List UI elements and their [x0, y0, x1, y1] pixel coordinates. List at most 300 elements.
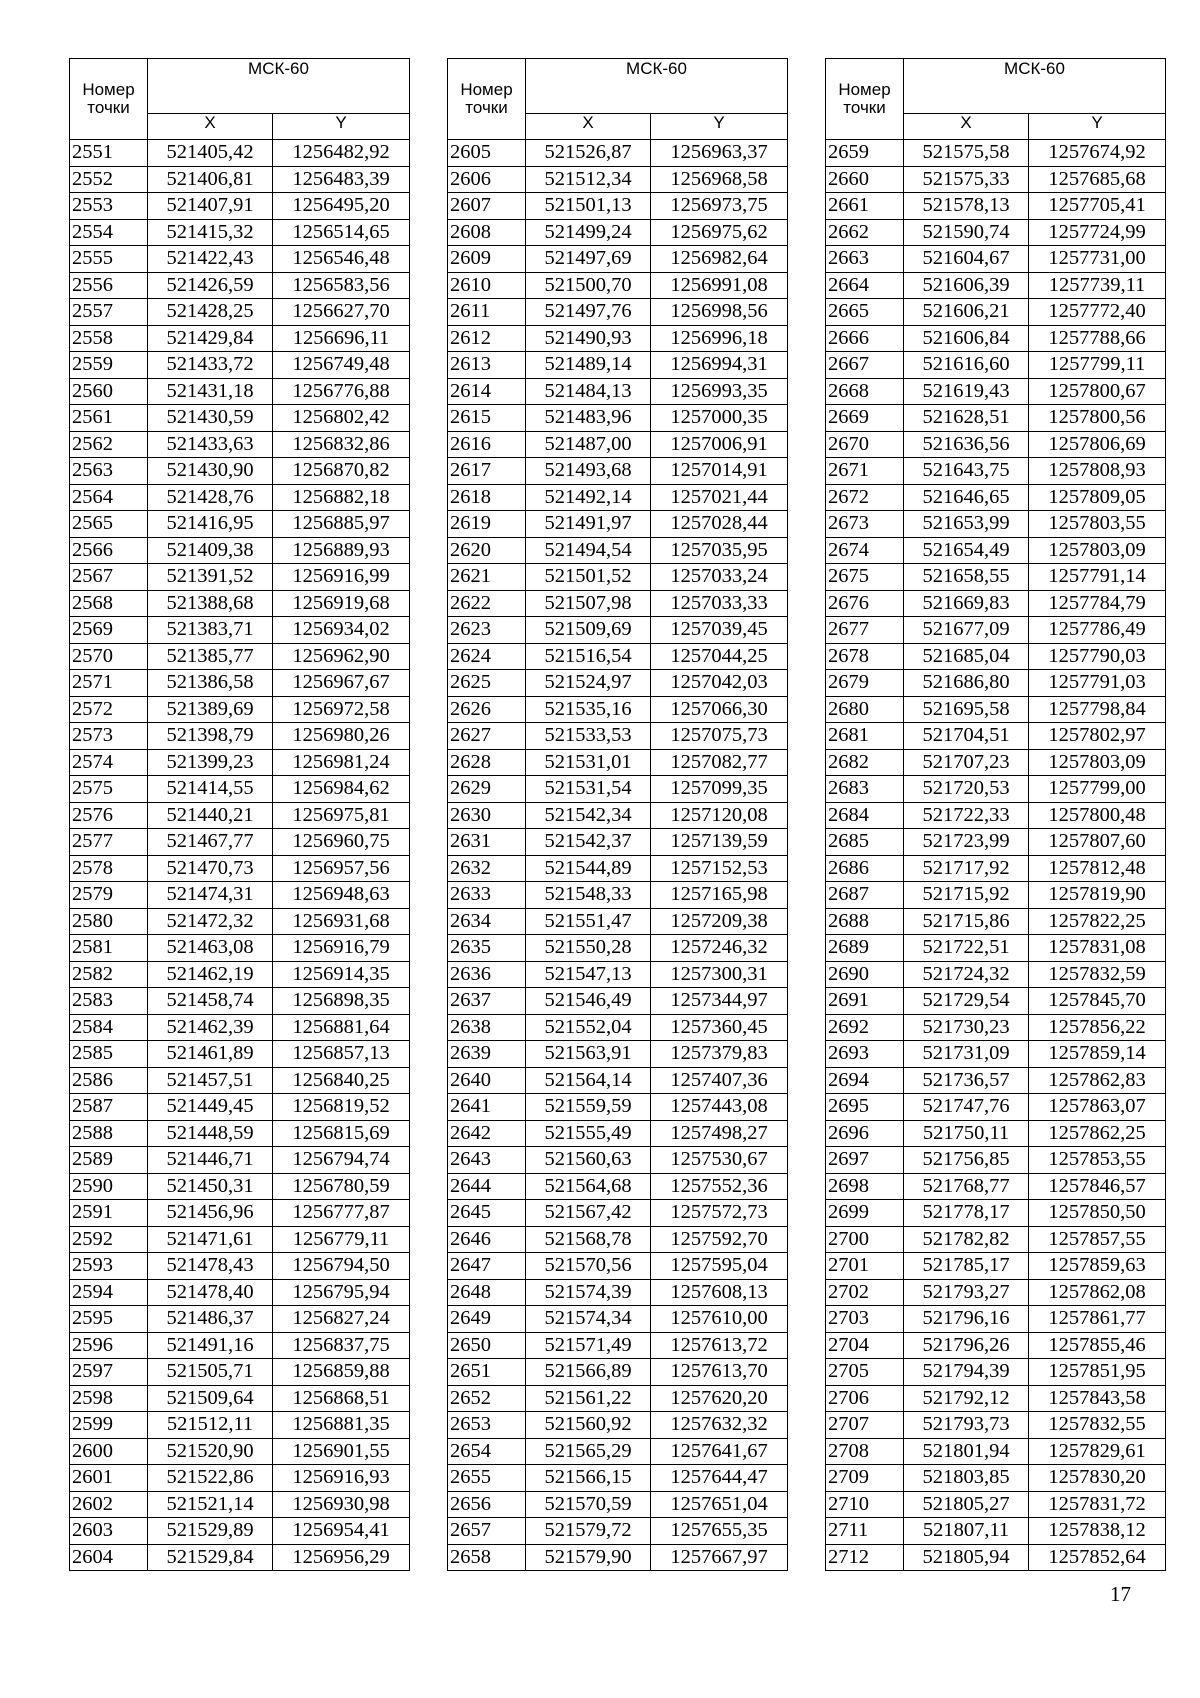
y-coordinate-cell: 1256627,70	[273, 299, 410, 326]
point-number-cell: 2664	[826, 272, 904, 299]
point-number-cell: 2673	[826, 511, 904, 538]
y-coordinate-cell: 1256868,51	[273, 1385, 410, 1412]
y-coordinate-cell: 1257572,73	[651, 1200, 788, 1227]
y-header: Y	[273, 113, 410, 139]
x-coordinate-cell: 521416,95	[148, 511, 273, 538]
x-coordinate-cell: 521750,11	[904, 1120, 1029, 1147]
x-coordinate-cell: 521579,90	[526, 1544, 651, 1571]
point-number-cell: 2697	[826, 1147, 904, 1174]
point-number-cell: 2562	[70, 431, 148, 458]
table-row	[448, 193, 788, 220]
table-row	[70, 1014, 410, 1041]
x-coordinate-cell: 521449,45	[148, 1094, 273, 1121]
x-coordinate-cell: 521428,76	[148, 484, 273, 511]
y-coordinate-cell: 1257850,50	[1029, 1200, 1166, 1227]
table-row	[70, 166, 410, 193]
x-coordinate-cell: 521616,60	[904, 352, 1029, 379]
table-row	[826, 378, 1166, 405]
coordinate-system-header: МСК-60	[904, 59, 1166, 114]
table-row	[826, 405, 1166, 432]
y-coordinate-cell: 1257861,77	[1029, 1306, 1166, 1333]
x-coordinate-cell: 521564,68	[526, 1173, 651, 1200]
y-coordinate-cell: 1256832,86	[273, 431, 410, 458]
table-row	[826, 988, 1166, 1015]
point-number-cell: 2644	[448, 1173, 526, 1200]
y-coordinate-cell: 1257863,07	[1029, 1094, 1166, 1121]
y-coordinate-cell: 1256795,94	[273, 1279, 410, 1306]
y-coordinate-cell: 1257620,20	[651, 1385, 788, 1412]
x-coordinate-cell: 521500,70	[526, 272, 651, 299]
table-row	[448, 776, 788, 803]
y-coordinate-cell: 1256960,75	[273, 829, 410, 856]
point-number-cell: 2583	[70, 988, 148, 1015]
point-number-cell: 2666	[826, 325, 904, 352]
point-number-cell: 2581	[70, 935, 148, 962]
point-number-cell: 2693	[826, 1041, 904, 1068]
x-coordinate-cell: 521489,14	[526, 352, 651, 379]
x-coordinate-cell: 521590,74	[904, 219, 1029, 246]
x-coordinate-cell: 521415,32	[148, 219, 273, 246]
point-number-cell: 2646	[448, 1226, 526, 1253]
x-coordinate-cell: 521704,51	[904, 723, 1029, 750]
table-row	[70, 617, 410, 644]
point-number-cell: 2683	[826, 776, 904, 803]
table-row	[448, 643, 788, 670]
y-coordinate-cell: 1257846,57	[1029, 1173, 1166, 1200]
table-row	[826, 1359, 1166, 1386]
point-number-cell: 2600	[70, 1438, 148, 1465]
y-coordinate-cell: 1256483,39	[273, 166, 410, 193]
table-row	[826, 643, 1166, 670]
x-coordinate-cell: 521471,61	[148, 1226, 273, 1253]
point-number-cell: 2590	[70, 1173, 148, 1200]
x-coordinate-cell: 521658,55	[904, 564, 1029, 591]
x-coordinate-cell: 521570,56	[526, 1253, 651, 1280]
x-coordinate-cell: 521653,99	[904, 511, 1029, 538]
x-coordinate-cell: 521646,65	[904, 484, 1029, 511]
y-coordinate-cell: 1256916,93	[273, 1465, 410, 1492]
table-body	[448, 140, 788, 1571]
point-number-cell: 2700	[826, 1226, 904, 1253]
y-coordinate-cell: 1256901,55	[273, 1438, 410, 1465]
point-number-cell: 2636	[448, 961, 526, 988]
y-coordinate-cell: 1256749,48	[273, 352, 410, 379]
table-row	[826, 829, 1166, 856]
table-row	[70, 405, 410, 432]
point-number-cell: 2595	[70, 1306, 148, 1333]
x-coordinate-cell: 521628,51	[904, 405, 1029, 432]
x-coordinate-cell: 521707,23	[904, 749, 1029, 776]
point-number-cell: 2710	[826, 1491, 904, 1518]
x-coordinate-cell: 521606,84	[904, 325, 1029, 352]
x-coordinate-cell: 521398,79	[148, 723, 273, 750]
y-coordinate-cell: 1257044,25	[651, 643, 788, 670]
x-coordinate-cell: 521472,32	[148, 908, 273, 935]
point-number-cell: 2701	[826, 1253, 904, 1280]
point-number-cell: 2608	[448, 219, 526, 246]
table-row	[448, 935, 788, 962]
point-number-cell: 2634	[448, 908, 526, 935]
table-row	[826, 961, 1166, 988]
table-row	[70, 537, 410, 564]
x-coordinate-cell: 521803,85	[904, 1465, 1029, 1492]
table-row	[826, 935, 1166, 962]
table-row	[70, 1544, 410, 1571]
table-row	[70, 1041, 410, 1068]
x-coordinate-cell: 521497,69	[526, 246, 651, 273]
y-coordinate-cell: 1257246,32	[651, 935, 788, 962]
point-number-cell: 2705	[826, 1359, 904, 1386]
y-coordinate-cell: 1256482,92	[273, 140, 410, 167]
table-row	[448, 246, 788, 273]
x-header: X	[148, 113, 273, 139]
x-coordinate-cell: 521521,14	[148, 1491, 273, 1518]
y-coordinate-cell: 1257066,30	[651, 696, 788, 723]
y-header: Y	[1029, 113, 1166, 139]
table-row	[70, 1412, 410, 1439]
point-number-cell: 2660	[826, 166, 904, 193]
table-row	[826, 1147, 1166, 1174]
x-coordinate-cell: 521422,43	[148, 246, 273, 273]
y-coordinate-cell: 1257028,44	[651, 511, 788, 538]
table-row	[826, 166, 1166, 193]
point-number-cell: 2566	[70, 537, 148, 564]
x-coordinate-cell: 521747,76	[904, 1094, 1029, 1121]
y-coordinate-cell: 1257632,32	[651, 1412, 788, 1439]
y-coordinate-cell: 1256881,35	[273, 1412, 410, 1439]
x-coordinate-cell: 521801,94	[904, 1438, 1029, 1465]
table-row	[826, 1173, 1166, 1200]
x-coordinate-cell: 521512,34	[526, 166, 651, 193]
x-coordinate-cell: 521544,89	[526, 855, 651, 882]
y-coordinate-cell: 1257552,36	[651, 1173, 788, 1200]
table-row	[448, 352, 788, 379]
table-row	[70, 140, 410, 167]
y-coordinate-cell: 1257859,14	[1029, 1041, 1166, 1068]
x-coordinate-cell: 521724,32	[904, 961, 1029, 988]
point-number-cell: 2662	[826, 219, 904, 246]
point-number-cell: 2580	[70, 908, 148, 935]
table-row	[448, 590, 788, 617]
table-row	[448, 723, 788, 750]
table-row	[448, 166, 788, 193]
table-row	[448, 405, 788, 432]
point-number-header: Номер точки	[448, 59, 526, 140]
x-coordinate-cell: 521385,77	[148, 643, 273, 670]
table-row	[70, 272, 410, 299]
table-row	[70, 458, 410, 485]
point-number-cell: 2689	[826, 935, 904, 962]
y-coordinate-cell: 1257608,13	[651, 1279, 788, 1306]
x-coordinate-cell: 521533,53	[526, 723, 651, 750]
y-coordinate-cell: 1257498,27	[651, 1120, 788, 1147]
x-coordinate-cell: 521560,63	[526, 1147, 651, 1174]
x-coordinate-cell: 521736,57	[904, 1067, 1029, 1094]
y-coordinate-cell: 1257803,09	[1029, 537, 1166, 564]
y-coordinate-cell: 1257379,83	[651, 1041, 788, 1068]
x-coordinate-cell: 521566,89	[526, 1359, 651, 1386]
x-coordinate-cell: 521457,51	[148, 1067, 273, 1094]
x-coordinate-cell: 521567,42	[526, 1200, 651, 1227]
x-coordinate-cell: 521654,49	[904, 537, 1029, 564]
table-row	[826, 352, 1166, 379]
x-coordinate-cell: 521484,13	[526, 378, 651, 405]
point-number-cell: 2639	[448, 1041, 526, 1068]
y-coordinate-cell: 1256914,35	[273, 961, 410, 988]
x-coordinate-cell: 521494,54	[526, 537, 651, 564]
table-row	[448, 1120, 788, 1147]
x-coordinate-cell: 521487,00	[526, 431, 651, 458]
point-number-cell: 2652	[448, 1385, 526, 1412]
table-row	[70, 1332, 410, 1359]
table-row	[448, 1332, 788, 1359]
point-number-cell: 2587	[70, 1094, 148, 1121]
x-coordinate-cell: 521575,33	[904, 166, 1029, 193]
point-number-cell: 2603	[70, 1518, 148, 1545]
table-row	[448, 1491, 788, 1518]
point-number-cell: 2616	[448, 431, 526, 458]
y-coordinate-cell: 1257803,55	[1029, 511, 1166, 538]
point-number-cell: 2574	[70, 749, 148, 776]
y-coordinate-cell: 1257838,12	[1029, 1518, 1166, 1545]
point-number-cell: 2619	[448, 511, 526, 538]
x-coordinate-cell: 521389,69	[148, 696, 273, 723]
y-coordinate-cell: 1257739,11	[1029, 272, 1166, 299]
y-coordinate-cell: 1257862,08	[1029, 1279, 1166, 1306]
table-row	[448, 1385, 788, 1412]
table-row	[70, 961, 410, 988]
x-coordinate-cell: 521426,59	[148, 272, 273, 299]
x-coordinate-cell: 521720,53	[904, 776, 1029, 803]
y-coordinate-cell: 1257033,33	[651, 590, 788, 617]
table-row	[448, 1465, 788, 1492]
y-coordinate-cell: 1257592,70	[651, 1226, 788, 1253]
table-row	[70, 882, 410, 909]
table-row	[448, 908, 788, 935]
table-row	[826, 1306, 1166, 1333]
x-coordinate-cell: 521782,82	[904, 1226, 1029, 1253]
x-coordinate-cell: 521409,38	[148, 537, 273, 564]
y-coordinate-cell: 1256779,11	[273, 1226, 410, 1253]
point-number-cell: 2625	[448, 670, 526, 697]
point-number-cell: 2685	[826, 829, 904, 856]
table-row	[826, 1332, 1166, 1359]
y-coordinate-cell: 1256967,67	[273, 670, 410, 697]
point-number-cell: 2613	[448, 352, 526, 379]
point-number-cell: 2711	[826, 1518, 904, 1545]
y-coordinate-cell: 1256882,18	[273, 484, 410, 511]
table-row	[826, 802, 1166, 829]
y-coordinate-cell: 1257790,03	[1029, 643, 1166, 670]
y-coordinate-cell: 1257360,45	[651, 1014, 788, 1041]
y-coordinate-cell: 1257808,93	[1029, 458, 1166, 485]
point-number-cell: 2554	[70, 219, 148, 246]
point-number-cell: 2658	[448, 1544, 526, 1571]
point-number-cell: 2615	[448, 405, 526, 432]
x-coordinate-cell: 521542,37	[526, 829, 651, 856]
y-coordinate-cell: 1256934,02	[273, 617, 410, 644]
y-coordinate-cell: 1257209,38	[651, 908, 788, 935]
table-row	[826, 855, 1166, 882]
point-number-cell: 2672	[826, 484, 904, 511]
table-row	[448, 484, 788, 511]
point-number-cell: 2565	[70, 511, 148, 538]
y-coordinate-cell: 1257830,20	[1029, 1465, 1166, 1492]
point-number-cell: 2687	[826, 882, 904, 909]
y-coordinate-cell: 1256996,18	[651, 325, 788, 352]
table-row	[826, 1094, 1166, 1121]
y-coordinate-cell: 1257610,00	[651, 1306, 788, 1333]
point-number-cell: 2569	[70, 617, 148, 644]
point-number-cell: 2564	[70, 484, 148, 511]
point-number-cell: 2709	[826, 1465, 904, 1492]
point-number-cell: 2680	[826, 696, 904, 723]
x-coordinate-cell: 521566,15	[526, 1465, 651, 1492]
page-number: 17	[1110, 1582, 1131, 1606]
y-coordinate-cell: 1257042,03	[651, 670, 788, 697]
point-number-cell: 2579	[70, 882, 148, 909]
point-number-cell: 2575	[70, 776, 148, 803]
point-number-cell: 2585	[70, 1041, 148, 1068]
point-number-cell: 2679	[826, 670, 904, 697]
y-coordinate-cell: 1257843,58	[1029, 1385, 1166, 1412]
table-row	[826, 1491, 1166, 1518]
point-number-cell: 2665	[826, 299, 904, 326]
y-coordinate-cell: 1257000,35	[651, 405, 788, 432]
x-coordinate-cell: 521731,09	[904, 1041, 1029, 1068]
table-row	[70, 749, 410, 776]
table-row	[448, 272, 788, 299]
table-row	[826, 1385, 1166, 1412]
table-row	[826, 1279, 1166, 1306]
table-row	[70, 1359, 410, 1386]
x-coordinate-cell: 521501,13	[526, 193, 651, 220]
x-coordinate-cell: 521571,49	[526, 1332, 651, 1359]
point-number-cell: 2558	[70, 325, 148, 352]
y-coordinate-cell: 1256973,75	[651, 193, 788, 220]
y-coordinate-cell: 1257822,25	[1029, 908, 1166, 935]
table-row	[448, 140, 788, 167]
y-coordinate-cell: 1257809,05	[1029, 484, 1166, 511]
table-row	[826, 193, 1166, 220]
y-coordinate-cell: 1257006,91	[651, 431, 788, 458]
x-coordinate-cell: 521552,04	[526, 1014, 651, 1041]
y-coordinate-cell: 1257667,97	[651, 1544, 788, 1571]
point-number-cell: 2704	[826, 1332, 904, 1359]
coordinate-system-header: МСК-60	[148, 59, 410, 114]
y-coordinate-cell: 1257786,49	[1029, 617, 1166, 644]
y-coordinate-cell: 1256815,69	[273, 1120, 410, 1147]
point-number-cell: 2669	[826, 405, 904, 432]
point-number-cell: 2703	[826, 1306, 904, 1333]
table-row	[70, 1067, 410, 1094]
x-coordinate-cell: 521406,81	[148, 166, 273, 193]
table-row	[826, 1226, 1166, 1253]
coordinates-table-2	[447, 58, 788, 1571]
x-coordinate-cell: 521579,72	[526, 1518, 651, 1545]
y-coordinate-cell: 1256794,74	[273, 1147, 410, 1174]
point-number-cell: 2561	[70, 405, 148, 432]
table-row	[448, 617, 788, 644]
point-number-cell: 2694	[826, 1067, 904, 1094]
x-coordinate-cell: 521794,39	[904, 1359, 1029, 1386]
point-number-header: Номер точки	[826, 59, 904, 140]
x-coordinate-cell: 521520,90	[148, 1438, 273, 1465]
x-coordinate-cell: 521677,09	[904, 617, 1029, 644]
x-coordinate-cell: 521717,92	[904, 855, 1029, 882]
point-number-cell: 2661	[826, 193, 904, 220]
table-row	[448, 696, 788, 723]
x-coordinate-cell: 521383,71	[148, 617, 273, 644]
table-row	[70, 1438, 410, 1465]
x-coordinate-cell: 521516,54	[526, 643, 651, 670]
x-coordinate-cell: 521686,80	[904, 670, 1029, 697]
coordinates-table-3	[825, 58, 1166, 1571]
x-coordinate-cell: 521430,90	[148, 458, 273, 485]
x-coordinate-cell: 521568,78	[526, 1226, 651, 1253]
table-row	[448, 299, 788, 326]
x-coordinate-cell: 521796,26	[904, 1332, 1029, 1359]
x-coordinate-cell: 521522,86	[148, 1465, 273, 1492]
y-coordinate-cell: 1256546,48	[273, 246, 410, 273]
x-coordinate-cell: 521467,77	[148, 829, 273, 856]
table-row	[826, 1067, 1166, 1094]
point-number-cell: 2609	[448, 246, 526, 273]
point-number-cell: 2607	[448, 193, 526, 220]
table-row	[70, 1518, 410, 1545]
point-number-cell: 2604	[70, 1544, 148, 1571]
table-row	[448, 431, 788, 458]
x-coordinate-cell: 521526,87	[526, 140, 651, 167]
point-number-cell: 2677	[826, 617, 904, 644]
point-number-cell: 2631	[448, 829, 526, 856]
table-row	[448, 1094, 788, 1121]
y-coordinate-cell: 1257798,84	[1029, 696, 1166, 723]
point-number-cell: 2612	[448, 325, 526, 352]
point-number-cell: 2670	[826, 431, 904, 458]
y-coordinate-cell: 1257731,00	[1029, 246, 1166, 273]
x-coordinate-cell: 521509,64	[148, 1385, 273, 1412]
table-row	[826, 140, 1166, 167]
x-coordinate-cell: 521546,49	[526, 988, 651, 1015]
x-coordinate-cell: 521722,51	[904, 935, 1029, 962]
x-coordinate-cell: 521551,47	[526, 908, 651, 935]
y-coordinate-cell: 1257651,04	[651, 1491, 788, 1518]
table-row	[70, 1465, 410, 1492]
x-coordinate-cell: 521478,40	[148, 1279, 273, 1306]
point-number-cell: 2591	[70, 1200, 148, 1227]
y-coordinate-cell: 1257407,36	[651, 1067, 788, 1094]
y-coordinate-cell: 1257800,48	[1029, 802, 1166, 829]
point-number-cell: 2552	[70, 166, 148, 193]
table-row	[826, 908, 1166, 935]
y-coordinate-cell: 1257724,99	[1029, 219, 1166, 246]
y-coordinate-cell: 1257799,11	[1029, 352, 1166, 379]
point-number-cell: 2627	[448, 723, 526, 750]
table-row	[826, 484, 1166, 511]
y-coordinate-cell: 1256514,65	[273, 219, 410, 246]
table-row	[70, 988, 410, 1015]
y-coordinate-cell: 1257852,64	[1029, 1544, 1166, 1571]
y-coordinate-cell: 1256930,98	[273, 1491, 410, 1518]
y-coordinate-cell: 1256919,68	[273, 590, 410, 617]
table-row	[826, 590, 1166, 617]
y-coordinate-cell: 1257819,90	[1029, 882, 1166, 909]
table-row	[448, 458, 788, 485]
table-row	[70, 908, 410, 935]
x-coordinate-cell: 521805,27	[904, 1491, 1029, 1518]
x-coordinate-cell: 521547,13	[526, 961, 651, 988]
